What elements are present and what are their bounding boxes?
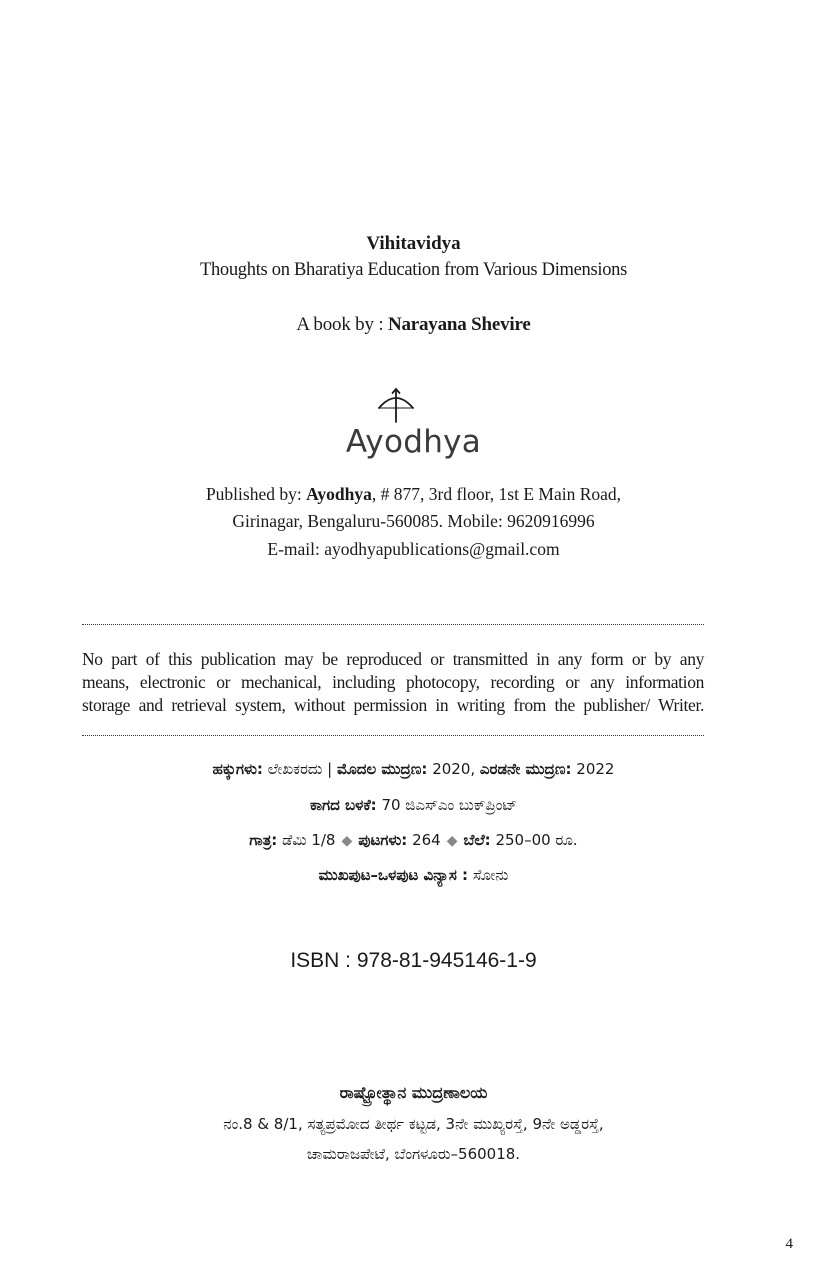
- cover-label: ಮುಖಪುಟ–ಒಳಪುಟ ವಿನ್ಯಾಸ :: [318, 866, 469, 884]
- byline-prefix: A book by :: [296, 314, 388, 335]
- publisher-logo-text: Ayodhya: [345, 424, 482, 460]
- publisher-line-2: Girinagar, Bengaluru-560085. Mobile: 9620916996: [232, 511, 595, 531]
- dotted-divider-bottom: [82, 735, 704, 736]
- diamond-separator-icon: ◆: [341, 833, 353, 849]
- rights-notice-line-1: No part of this publication may be reproduced or transmitted in any form or by any: [82, 649, 704, 669]
- book-title: Vihitavidya: [366, 233, 461, 254]
- author-name: Narayana Shevire: [387, 314, 531, 335]
- page-number: 4: [785, 1236, 793, 1252]
- publisher-line-1: [0, 484, 827, 505]
- size-value: ಡೆಮಿ 1/8: [277, 831, 336, 849]
- pages-value: 264: [407, 831, 441, 849]
- rights-notice-line-3: storage and retrieval system, without permission in writing from the publisher/ Writer.: [82, 695, 704, 715]
- paper-details-line: [0, 796, 827, 814]
- rights-notice-line-2: means, electronic or mechanical, including photocopy, recording or any information: [82, 672, 704, 692]
- publisher-email: E-mail: ayodhyapublications@gmail.com: [267, 539, 560, 559]
- printer-name: ರಾಷ್ಟ್ರೋತ್ಥಾನ ಮುದ್ರಣಾಲಯ: [339, 1083, 488, 1102]
- rights-label: ಹಕ್ಕುಗಳು:: [212, 760, 263, 778]
- diamond-separator-icon: ◆: [446, 833, 458, 849]
- cover-design-line: [0, 866, 827, 884]
- publisher-address: , # 877, 3rd floor, 1st E Main Road,: [371, 484, 622, 504]
- cover-value: ಸೋನು: [468, 866, 509, 884]
- author-byline: [0, 314, 827, 336]
- print-details-line: [0, 760, 827, 778]
- publisher-label: Published by:: [205, 484, 307, 504]
- pages-label: ಪುಟಗಳು:: [358, 831, 408, 849]
- rights-value: ಲೇಖಕರದು |: [262, 760, 337, 778]
- paper-value: 70 ಜಿಎಸ್‌ಎಂ ಬುಕ್‌ಪ್ರಿಂಟ್: [376, 796, 518, 814]
- isbn: ISBN : 978-81-945146-1-9: [290, 949, 537, 972]
- printer-address-line-2: ಚಾಮರಾಜಪೇಟೆ, ಬೆಂಗಳೂರು–560018.: [306, 1145, 521, 1163]
- book-subtitle: Thoughts on Bharatiya Education from Various Dimensions: [199, 260, 628, 280]
- publisher-name: Ayodhya: [306, 484, 372, 504]
- size-label: ಗಾತ್ರ:: [249, 831, 278, 849]
- printer-address-line-1: ನಂ.8 & 8/1, ಸತ್ಯಪ್ರಮೋದ ತೀರ್ಥ ಕಟ್ಟಡ, 3ನೇ ಮುಖ್ಯರಸ್ತೆ, 9ನೇ ಅಡ್ಡರಸ್ತೆ,: [223, 1115, 604, 1133]
- paper-label: ಕಾಗದ ಬಳಕೆ:: [309, 796, 377, 814]
- second-print-label: ಎರಡನೇ ಮುದ್ರಣ:: [479, 760, 572, 778]
- bow-and-arrow-icon: [376, 386, 416, 426]
- first-print-label: ಮೊದಲ ಮುದ್ರಣ:: [336, 760, 428, 778]
- dotted-divider-top: [82, 624, 704, 625]
- price-label: ಬೆಲೆ:: [463, 831, 491, 849]
- first-print-value: 2020,: [427, 760, 480, 778]
- second-print-value: 2022: [571, 760, 615, 778]
- price-value: 250–00 ರೂ.: [490, 831, 578, 849]
- size-pages-price-line: [0, 831, 827, 849]
- rights-notice: [82, 648, 704, 717]
